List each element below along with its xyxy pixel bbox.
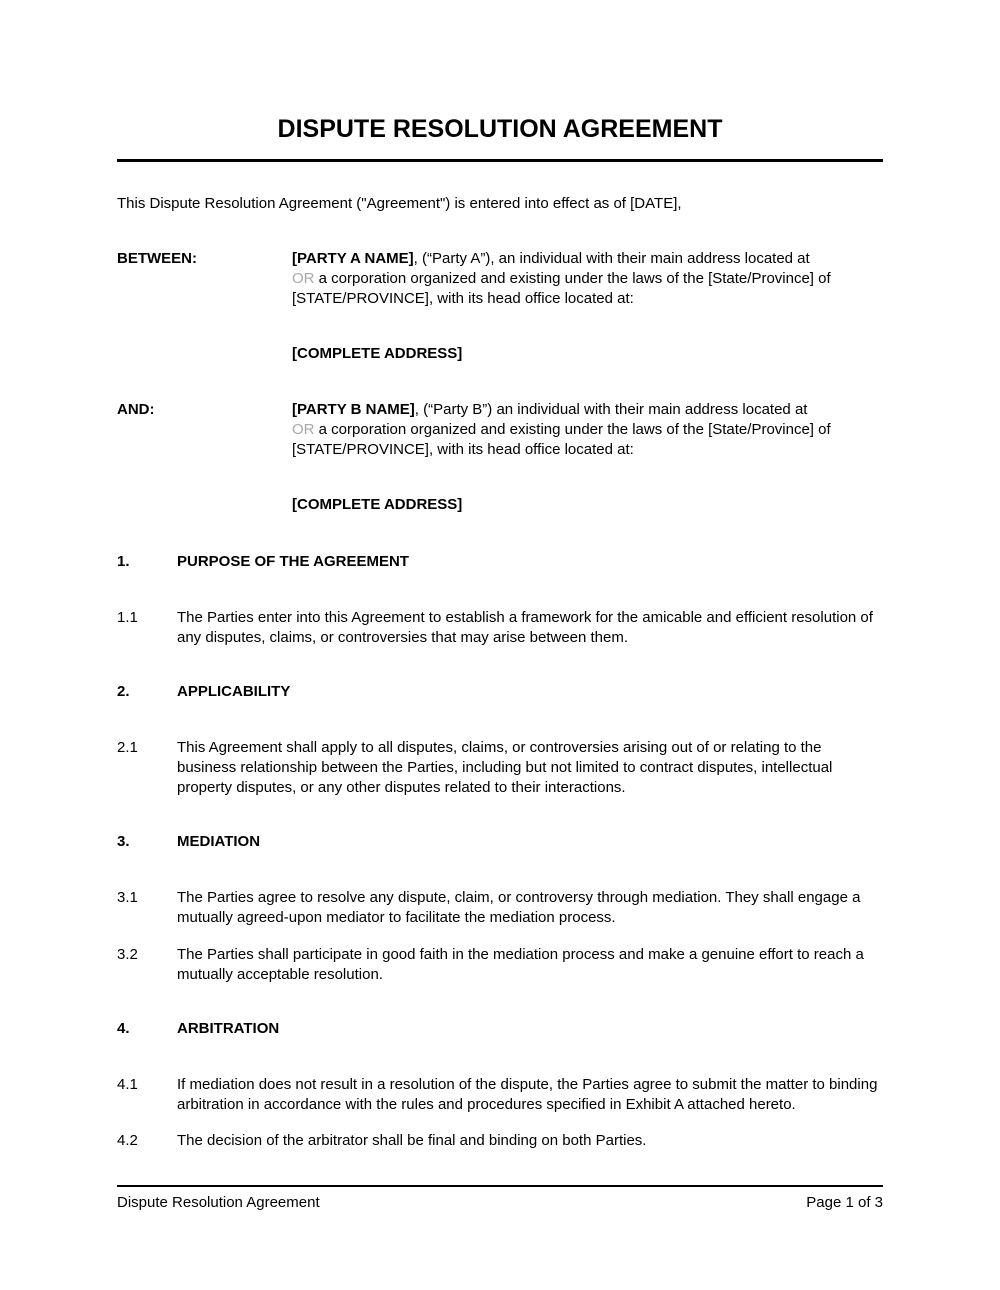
party-a-label: BETWEEN: [117, 250, 197, 267]
party-a-or: OR [292, 270, 315, 287]
party-a-address-spacer [117, 344, 292, 364]
clause-4-1-number: 4.1 [117, 1076, 138, 1093]
party-a-line1-rest: , (“Party A”), an individual with their main address located at [413, 250, 810, 267]
section-1-title: PURPOSE OF THE AGREEMENT [177, 553, 409, 570]
party-b-name: [PARTY B NAME] [292, 401, 415, 418]
clause-1-1-text: The Parties enter into this Agreement to establish a framework for the amicable and efficient resolution of any disputes, claims, or controversies that may arise between them. [177, 609, 873, 646]
party-a-description [292, 249, 883, 309]
section-3-title: MEDIATION [177, 833, 261, 850]
section-4-title: ARBITRATION [177, 1020, 280, 1037]
party-b-line1-rest: , (“Party B”) an individual with their main address located at [414, 401, 808, 418]
clause-2-1-text: This Agreement shall apply to all disputes, claims, or controversies arising out of or relating to the business relationship between the Parties, including but not limited to contract disputes, intellectual property disputes, or any other disputes related to their interactions. [177, 739, 833, 796]
clause-4-2-number: 4.2 [117, 1132, 138, 1149]
party-a-line3: [STATE/PROVINCE], with its head office located at: [292, 290, 634, 307]
section-1-number: 1. [117, 553, 130, 570]
clause-4-1-text: If mediation does not result in a resolution of the dispute, the Parties agree to submit the matter to binding arbitration in accordance with the rules and procedures specified in Exhibit A attached hereto. [177, 1076, 878, 1113]
party-b-row [117, 400, 883, 460]
clause-3-2-text: The Parties shall participate in good faith in the mediation process and make a genuine effort to reach a mutually acceptable resolution. [177, 946, 864, 983]
footer-doc-title: Dispute Resolution Agreement [117, 1194, 320, 1211]
clause-2-1 [117, 738, 883, 798]
party-a-address: [COMPLETE ADDRESS] [292, 345, 463, 362]
clause-1-1-number: 1.1 [117, 609, 138, 626]
section-2-number: 2. [117, 683, 130, 700]
intro-paragraph: This Dispute Resolution Agreement ("Agreement") is entered into effect as of [DATE], [117, 195, 682, 212]
clause-3-1-number: 3.1 [117, 889, 138, 906]
party-b-description [292, 400, 883, 460]
clause-3-1-text: The Parties agree to resolve any dispute, claim, or controversy through mediation. They shall engage a mutually agreed-upon mediator to facilitate the mediation process. [177, 889, 861, 926]
footer [117, 1185, 883, 1213]
party-b-address-row [117, 495, 883, 515]
section-4-heading [117, 1019, 883, 1039]
footer-page-number: Page 1 of 3 [806, 1194, 883, 1211]
title-rule [117, 159, 883, 162]
clause-1-1 [117, 608, 883, 648]
party-b-or: OR [292, 421, 315, 438]
party-a-name: [PARTY A NAME] [292, 250, 414, 267]
party-b-line3: [STATE/PROVINCE], with its head office located at: [292, 441, 634, 458]
clause-4-2-text: The decision of the arbitrator shall be final and binding on both Parties. [177, 1132, 647, 1149]
party-a-address-row [117, 344, 883, 364]
section-3-number: 3. [117, 833, 130, 850]
party-a-line2-rest: a corporation organized and existing under the laws of the [State/Province] of [314, 270, 831, 287]
section-3-heading [117, 832, 883, 852]
section-1-heading [117, 552, 883, 572]
clause-2-1-number: 2.1 [117, 739, 138, 756]
clause-4-1 [117, 1075, 883, 1115]
clause-4-2 [117, 1131, 883, 1151]
section-4-number: 4. [117, 1020, 130, 1037]
party-b-label: AND: [117, 401, 155, 418]
party-b-line2-rest: a corporation organized and existing under the laws of the [State/Province] of [314, 421, 831, 438]
section-2-title: APPLICABILITY [177, 683, 291, 700]
party-b-address-spacer [117, 495, 292, 515]
party-b-address: [COMPLETE ADDRESS] [292, 496, 463, 513]
clause-3-2 [117, 945, 883, 985]
section-2-heading [117, 682, 883, 702]
document-title: DISPUTE RESOLUTION AGREEMENT [277, 115, 723, 143]
party-a-row [117, 249, 883, 309]
clause-3-1 [117, 888, 883, 928]
clause-3-2-number: 3.2 [117, 946, 138, 963]
